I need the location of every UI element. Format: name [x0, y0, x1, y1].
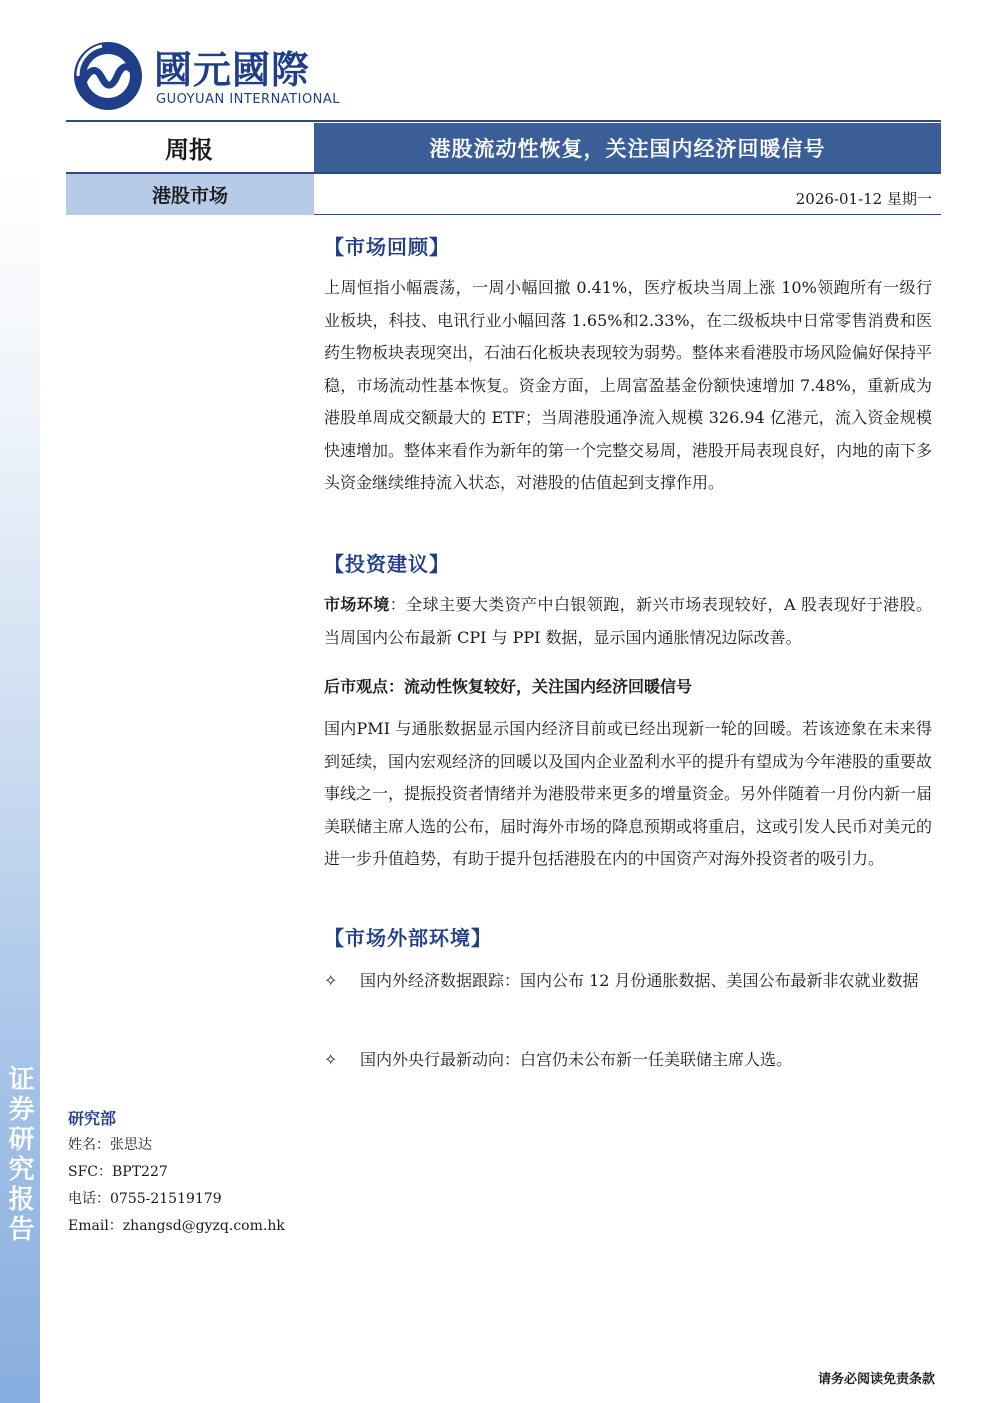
report-type: 周报 [165, 136, 213, 164]
author-sfc: SFC：BPT227 [68, 1164, 168, 1180]
list-item [324, 964, 932, 997]
section-heading-advice: 【投资建议】 [324, 552, 450, 576]
outlook-line: 后市观点：流动性恢复较好，关注国内经济回暖信号 [324, 677, 693, 696]
logo-name-cn: 國元國際 [154, 48, 311, 92]
report-date: 2026-01-12 星期一 [795, 190, 932, 208]
logo-mark-icon [72, 40, 144, 112]
diamond-bullet-icon: ✧ [324, 971, 338, 990]
market-env-label: 市场环境 [324, 595, 390, 614]
section-heading-review: 【市场回顾】 [324, 235, 450, 259]
disclaimer-link[interactable]: 请务必阅读免责条款 [818, 1372, 936, 1387]
market-env-paragraph [324, 589, 932, 654]
section-heading-external: 【市场外部环境】 [324, 926, 492, 950]
diamond-bullet-icon: ✧ [324, 1050, 338, 1069]
author-email[interactable]: Email：zhangsd@gyzq.com.hk [68, 1218, 285, 1234]
review-paragraph: 上周恒指小幅震荡，一周小幅回撤 0.41%，医疗板块当周上涨 10%领跑所有一级行业板块，科技、电讯行业小幅回落 1.65%和2.33%，在二级板块中日常零售消费和医药生物板块表现突出，石油石化板块表现较为弱势。整体来看港股市场风险偏好保持平稳，市场流动性基本恢复。资金方面，上周富盈基金份额快速增加 7.48%，重新成为港股单周成交额最大的 ETF；当周港股通净流入规模 326.94 亿港元，流入资金规模快速增加。整体来看作为新年的第一个完整交易周，港股开局表现良好，内地的南下多头资金继续维持流入状态，对港股的估值起到支撑作用。 [324, 278, 933, 492]
company-logo [72, 40, 342, 112]
outlook-paragraph: 国内PMI 与通胀数据显示国内经济目前或已经出现新一轮的回暖。若该迹象在未来得到延续，国内宏观经济的回暖以及国内企业盈利水平的提升有望成为今年港股的重要故事线之一，提振投资者情绪并为港股带来更多的增量资金。另外伴随着一月份内新一届美联储主席人选的公布，届时海外市场的降息预期或将重启，这或引发人民币对美元的进一步升值趋势，有助于提升包括港股在内的中国资产对海外投资者的吸引力。 [324, 719, 933, 868]
side-label: 证券研究报告 [4, 1065, 34, 1245]
author-dept: 研究部 [68, 1109, 117, 1128]
list-item-text: 国内外央行最新动向：白宫仍未公布新一任美联储主席人选。 [360, 1050, 793, 1069]
header-bottom-rule [314, 214, 941, 215]
author-name: 姓名：张思达 [68, 1137, 152, 1153]
header-top-rule [66, 120, 941, 122]
report-category: 港股市场 [66, 174, 314, 215]
list-item-text: 国内外经济数据跟踪：国内公布 12 月份通胀数据、美国公布最新非农就业数据 [360, 971, 919, 990]
market-env-text: ：全球主要大类资产中白银领跑，新兴市场表现较好，A 股表现好于港股。当周国内公布最新 CPI 与 PPI 数据，显示国内通胀情况边际改善。 [324, 595, 932, 647]
author-phone: 电话：0755-21519179 [68, 1191, 222, 1207]
report-title: 港股流动性恢复，关注国内经济回暖信号 [314, 123, 941, 172]
list-item [324, 1043, 932, 1076]
author-info [68, 1105, 285, 1240]
logo-name-en: GUOYUAN INTERNATIONAL [156, 92, 341, 107]
